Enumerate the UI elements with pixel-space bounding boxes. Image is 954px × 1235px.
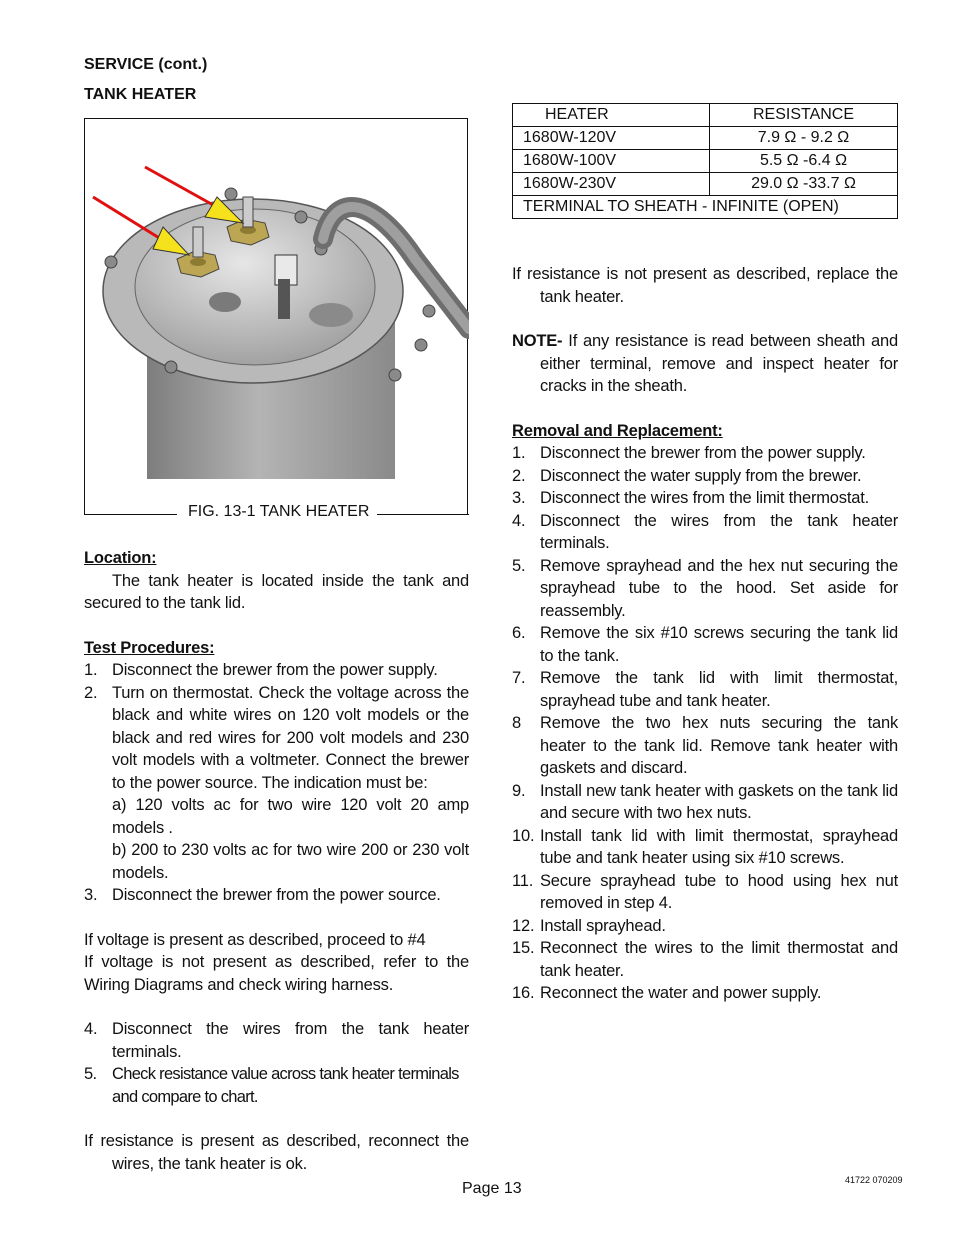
step-number: 4. bbox=[512, 511, 526, 530]
step-text: Secure sprayhead tube to hood using hex nut removed in step 4. bbox=[540, 871, 898, 912]
table-cell: 1680W-100V bbox=[513, 150, 710, 173]
table-row bbox=[513, 127, 898, 150]
step-number: 11. bbox=[512, 871, 534, 890]
table-header-cell: HEATER bbox=[513, 104, 710, 127]
step-number: 9. bbox=[512, 781, 526, 800]
lid-hole bbox=[209, 292, 241, 312]
step-number: 7. bbox=[512, 669, 526, 687]
list-item bbox=[512, 870, 898, 915]
list-item bbox=[512, 825, 898, 870]
list-item bbox=[512, 555, 898, 623]
step-number: 2. bbox=[512, 466, 526, 485]
resistance-table bbox=[512, 103, 898, 219]
step-text: Disconnect the wires from the tank heater terminals. bbox=[112, 1020, 469, 1061]
subsection-title: TANK HEATER bbox=[84, 86, 197, 103]
table-cell: 29.0 Ω -33.7 Ω bbox=[710, 173, 898, 196]
step-text: Check resistance value across tank heater terminals and compare to chart. bbox=[112, 1065, 459, 1106]
list-item bbox=[512, 780, 898, 825]
step-number: 5. bbox=[84, 1065, 97, 1083]
list-item bbox=[512, 487, 898, 510]
list-item bbox=[84, 884, 469, 907]
location-text: The tank heater is located inside the tank and secured to the tank lid. bbox=[84, 571, 469, 612]
removal-heading: Removal and Replacement: bbox=[512, 421, 723, 440]
table-footer-row bbox=[513, 196, 898, 219]
list-item bbox=[512, 465, 898, 488]
voltage-not-present-text: If voltage is not present as described, refer to the Wiring Diagrams and check wiring harness. bbox=[84, 953, 469, 994]
voltage-present-text: If voltage is present as described, proceed to #4 bbox=[84, 930, 426, 949]
step-text: Reconnect the water and power supply. bbox=[540, 984, 822, 1002]
step-number: 2. bbox=[84, 683, 98, 702]
table-cell: 7.9 Ω - 9.2 Ω bbox=[710, 127, 898, 150]
step-number: 16. bbox=[512, 984, 535, 1002]
section-title: SERVICE (cont.) bbox=[84, 56, 208, 73]
resistance-not-present-text: If resistance is not present as described, replace the tank heater. bbox=[512, 265, 898, 306]
list-item bbox=[512, 510, 898, 555]
step-text: b) 200 to 230 volts ac for two wire 200 or 230 volt models. bbox=[112, 841, 469, 882]
list-item bbox=[84, 682, 469, 795]
list-item bbox=[512, 622, 898, 667]
page-number: Page 13 bbox=[462, 1180, 522, 1197]
step-text: Install tank lid with limit thermostat, sprayhead tube and tank heater using six #10 screws. bbox=[540, 826, 898, 867]
step-number: 10. bbox=[512, 826, 535, 845]
step-text: Install sprayhead. bbox=[540, 916, 666, 935]
location-heading: Location: bbox=[84, 549, 157, 567]
note bbox=[512, 330, 898, 398]
table-row bbox=[513, 150, 898, 173]
step-number: 1. bbox=[84, 661, 98, 679]
step-text: Disconnect the brewer from the power supply. bbox=[112, 661, 438, 679]
step-text: a) 120 volts ac for two wire 120 volt 20 amp models . bbox=[112, 796, 469, 837]
note-text: If any resistance is read between sheath and either terminal, remove and inspect heater for cracks in the sheath. bbox=[540, 332, 898, 395]
step-text: Remove the tank lid with limit thermostat, sprayhead tube and tank heater. bbox=[540, 669, 898, 710]
lid-hole bbox=[309, 303, 353, 327]
figure-caption: FIG. 13-1 TANK HEATER bbox=[188, 503, 370, 520]
table-cell: 1680W-230V bbox=[513, 173, 710, 196]
list-item bbox=[512, 915, 898, 938]
list-item bbox=[84, 1063, 469, 1108]
table-row bbox=[513, 173, 898, 196]
step-number: 3. bbox=[84, 886, 98, 904]
list-item bbox=[84, 1018, 469, 1063]
step-number: 4. bbox=[84, 1020, 98, 1038]
right-column bbox=[512, 263, 898, 1005]
list-item bbox=[512, 667, 898, 712]
table-footer-cell: TERMINAL TO SHEATH - INFINITE (OPEN) bbox=[513, 196, 898, 219]
document-code: 41722 070209 bbox=[845, 1175, 903, 1185]
note-label: NOTE- bbox=[512, 332, 563, 350]
list-item bbox=[84, 839, 469, 884]
step-text: Disconnect the brewer from the power source. bbox=[112, 886, 441, 904]
figure-frame-bottom bbox=[377, 514, 469, 515]
step-number: 3. bbox=[512, 489, 526, 507]
step-text: Disconnect the water supply from the brewer. bbox=[540, 466, 862, 485]
step-text: Remove sprayhead and the hex nut securing the sprayhead tube to the hood. Set aside for reassembly. bbox=[540, 556, 898, 620]
list-item bbox=[84, 794, 469, 839]
list-item bbox=[512, 937, 898, 982]
step-number: 6. bbox=[512, 624, 526, 642]
left-column bbox=[84, 547, 469, 1175]
list-item bbox=[512, 442, 898, 465]
list-item bbox=[512, 712, 898, 780]
step-number: 12. bbox=[512, 916, 535, 935]
figure-frame bbox=[84, 118, 468, 514]
step-text: Remove the six #10 screws securing the tank lid to the tank. bbox=[540, 624, 898, 665]
table-cell: 1680W-120V bbox=[513, 127, 710, 150]
table-header-cell: RESISTANCE bbox=[710, 104, 898, 127]
thermostat-bracket bbox=[278, 279, 290, 319]
step-text: Disconnect the brewer from the power supply. bbox=[540, 444, 866, 462]
step-number: 8 bbox=[512, 714, 521, 732]
step-number: 5. bbox=[512, 556, 526, 575]
step-number: 15. bbox=[512, 939, 535, 957]
tank-heater-illustration bbox=[85, 119, 469, 515]
step-text: Reconnect the wires to the limit thermostat and tank heater. bbox=[540, 939, 898, 980]
table-header-row bbox=[513, 104, 898, 127]
step-text: Disconnect the wires from the tank heater terminals. bbox=[540, 511, 898, 552]
step-text: Turn on thermostat. Check the voltage across the black and white wires on 120 volt models or the black and red wires for 200 volt models and 230 volt models with a voltmeter. Connect the brewer to the power source. The indication must be: bbox=[112, 683, 469, 792]
resistance-ok-text: If resistance is present as described, reconnect the wires, the tank heater is ok. bbox=[84, 1132, 469, 1173]
table-cell: 5.5 Ω -6.4 Ω bbox=[710, 150, 898, 173]
step-number: 1. bbox=[512, 444, 526, 462]
step-text: Disconnect the wires from the limit thermostat. bbox=[540, 489, 869, 507]
list-item bbox=[512, 982, 898, 1005]
figure-frame-bottom bbox=[84, 514, 177, 515]
step-text: Remove the two hex nuts securing the tank heater to the tank lid. Remove tank heater with gaskets and discard. bbox=[540, 714, 898, 777]
test-procedures-heading: Test Procedures: bbox=[84, 638, 215, 657]
step-text: Install new tank heater with gaskets on the tank lid and secure with two hex nuts. bbox=[540, 781, 898, 822]
list-item bbox=[84, 659, 469, 682]
